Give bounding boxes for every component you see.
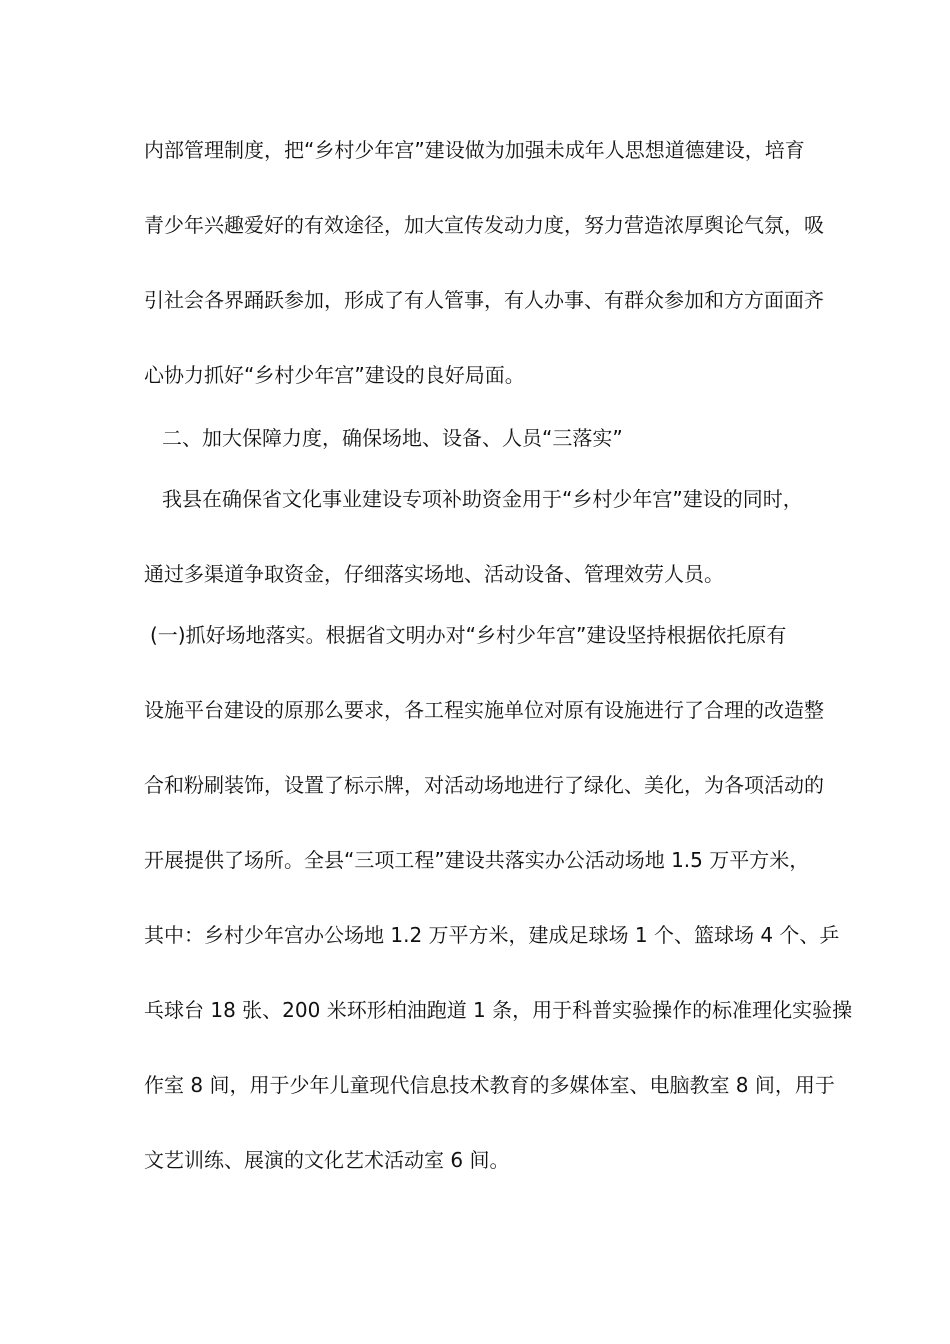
- paragraph-line: 我县在确保省文化事业建设专项补助资金用于“乡村少年宫”建设的同时，: [162, 487, 803, 511]
- paragraph-line: 设施平台建设的原那么要求，各工程实施单位对原有设施进行了合理的改造整: [144, 698, 824, 722]
- paragraph-line: 心协力抓好“乡村少年宫”建设的良好局面。: [144, 363, 525, 387]
- paragraph-line: 作室 8 间，用于少年儿童现代信息技术教育的多媒体室、电脑教室 8 间，用于: [144, 1073, 835, 1097]
- paragraph-line: 合和粉刷装饰，设置了标示牌，对活动场地进行了绿化、美化，为各项活动的: [144, 773, 824, 797]
- paragraph-line: 通过多渠道争取资金，仔细落实场地、活动设备、管理效劳人员。: [144, 562, 724, 586]
- subsection-line: (一)抓好场地落实。根据省文明办对“乡村少年宫”建设坚持根据依托原有: [150, 623, 787, 647]
- paragraph-line: 开展提供了场所。全县“三项工程”建设共落实办公活动场地 1.5 万平方米，: [144, 848, 810, 872]
- section-heading: 二、加大保障力度，确保场地、设备、人员“三落实”: [162, 426, 623, 450]
- paragraph-line: 青少年兴趣爱好的有效途径，加大宣传发动力度，努力营造浓厚舆论气氛，吸: [144, 213, 824, 237]
- paragraph-line: 内部管理制度，把“乡村少年宫”建设做为加强未成年人思想道德建设，培育: [144, 138, 805, 162]
- paragraph-line: 引社会各界踊跃参加，形成了有人管事，有人办事、有群众参加和方方面面齐: [144, 288, 824, 312]
- paragraph-line: 其中：乡村少年宫办公场地 1.2 万平方米，建成足球场 1 个、篮球场 4 个、乒: [144, 923, 840, 947]
- paragraph-line: 文艺训练、展演的文化艺术活动室 6 间。: [144, 1148, 510, 1172]
- paragraph-line: 乓球台 18 张、200 米环形柏油跑道 1 条，用于科普实验操作的标准理化实验操: [144, 998, 853, 1022]
